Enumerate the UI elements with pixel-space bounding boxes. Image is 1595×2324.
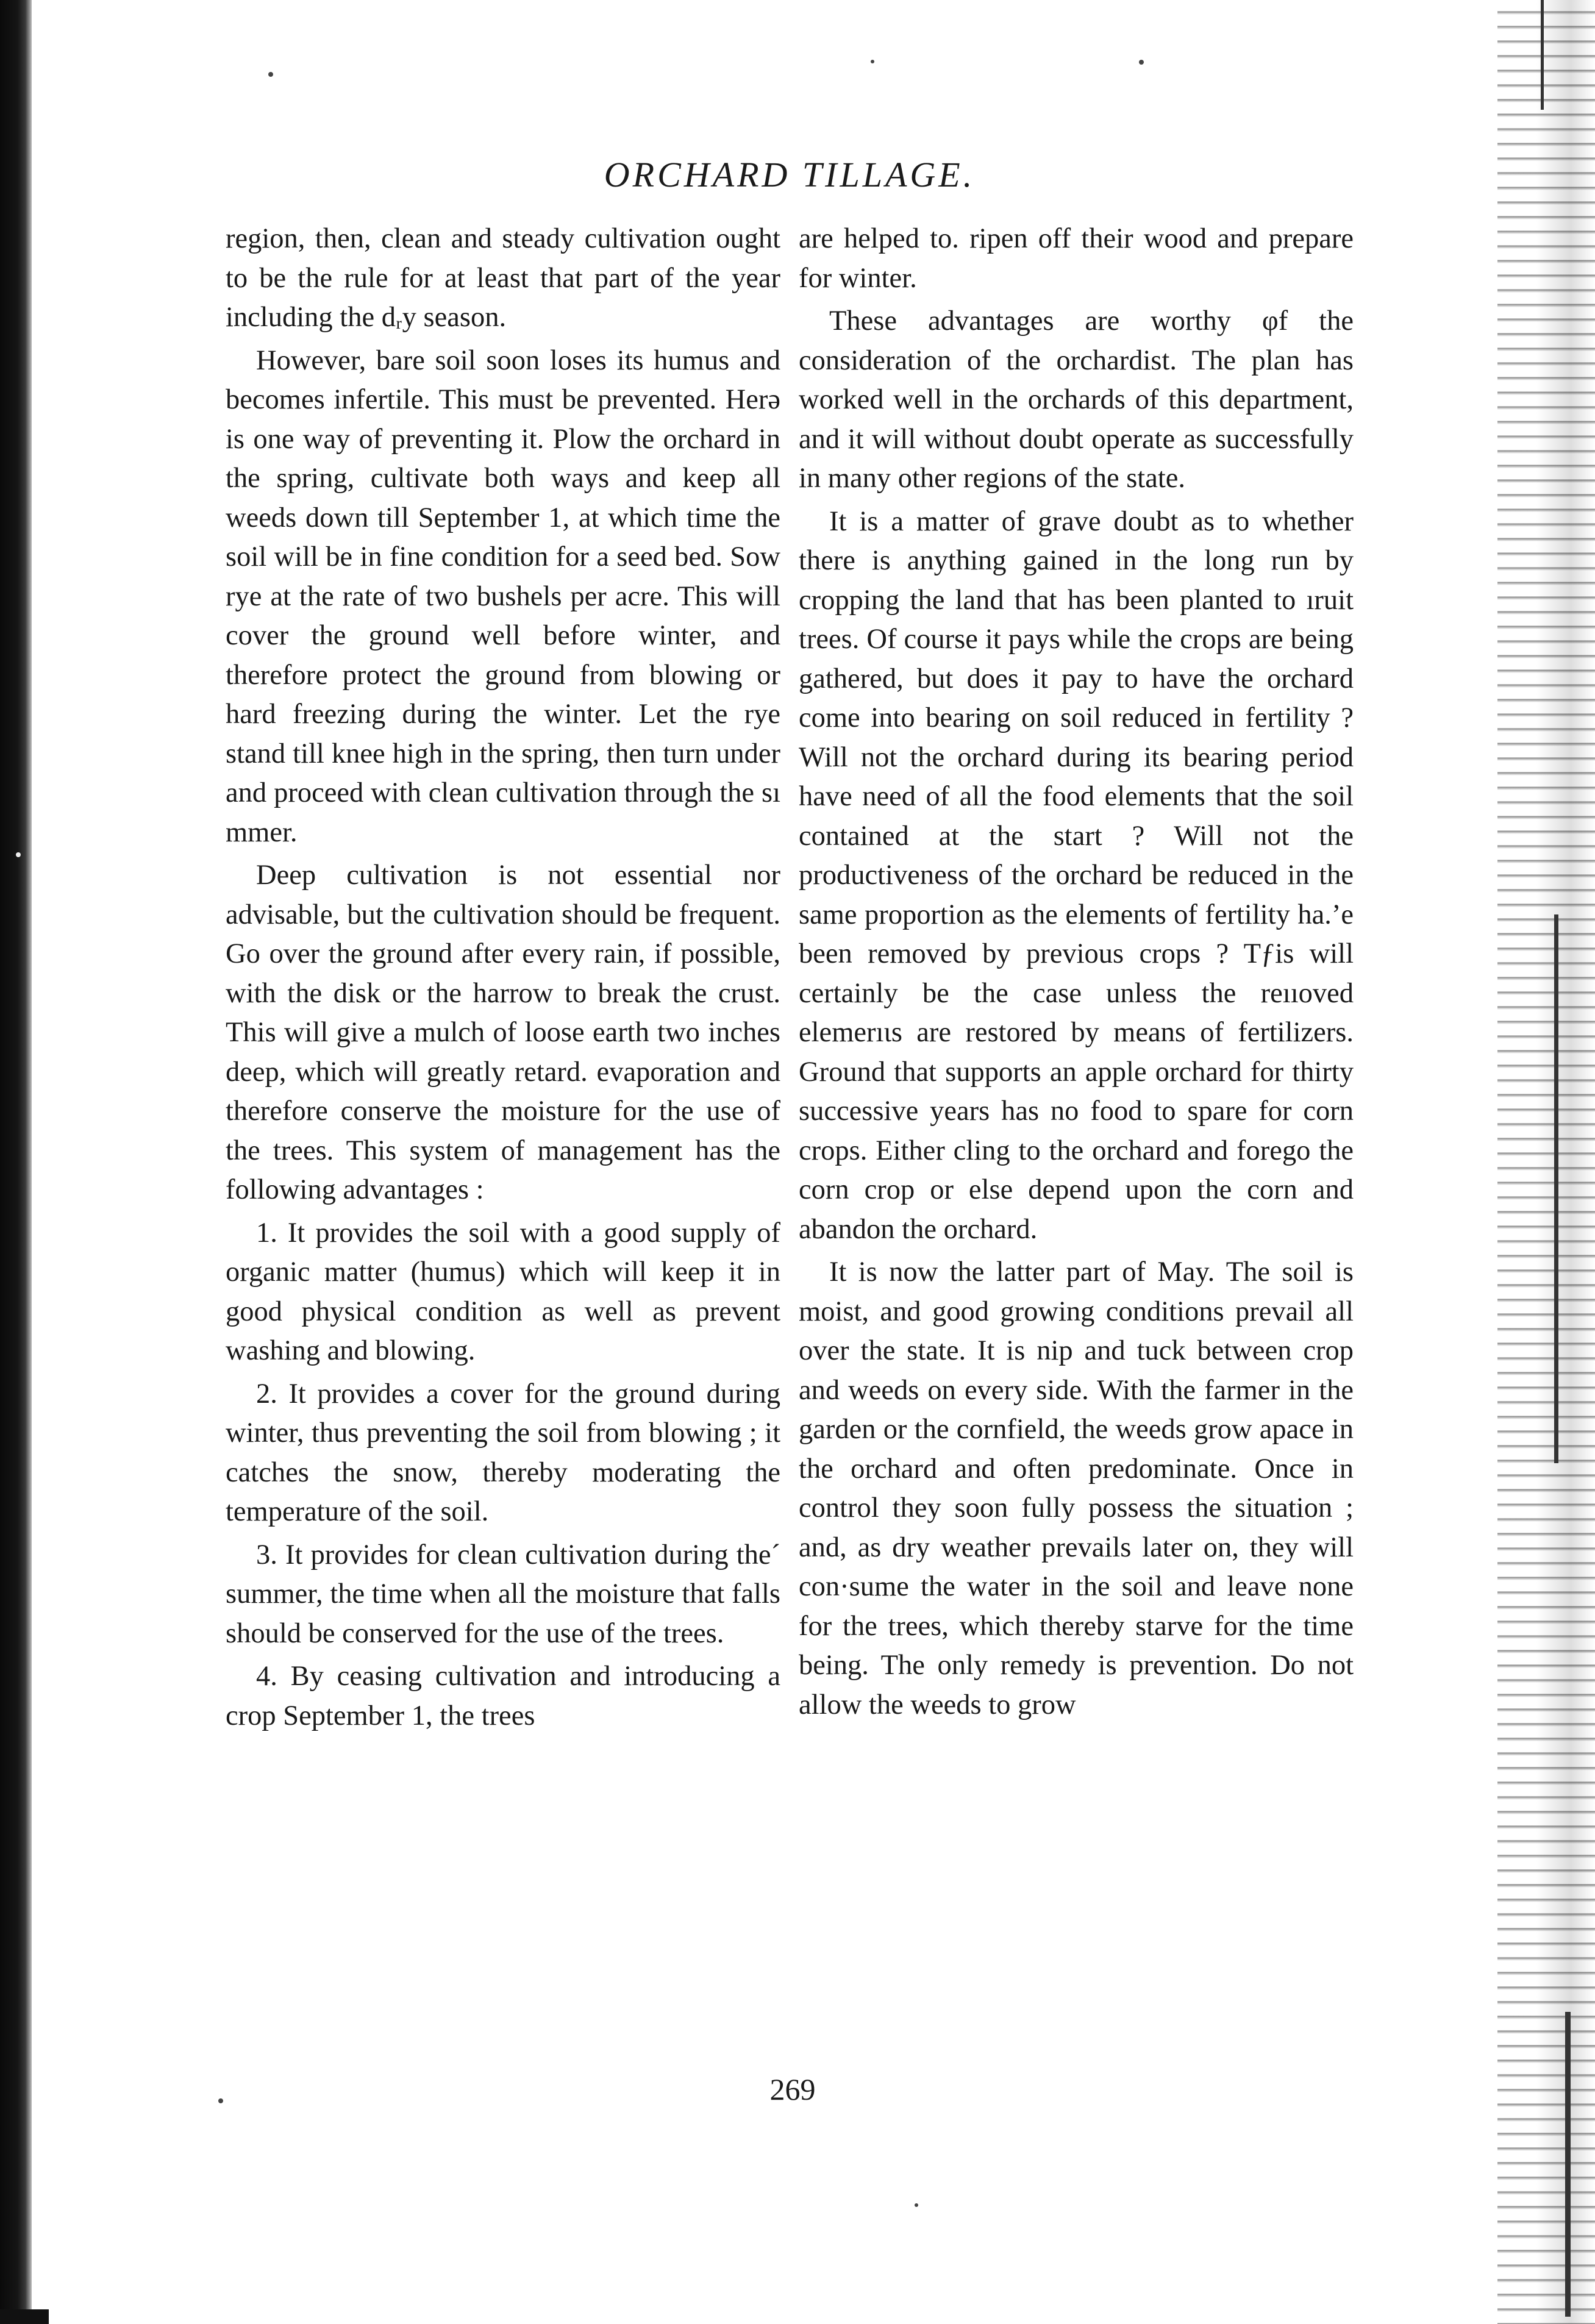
paragraph: It is a matter of grave doubt as to whether there is anything gained in the long run by cropping the land that has been planted to ıruit trees. Of course it pays while the crops are being gathered, but does it pay to have the orchard come into bearing on soil reduced in fertility ? Will not the orchard during its bearing period have need of all the food elements that the soil contained at the start ? Will not the productiveness of the orchard be reduced in the same proportion as the elements of fertility ha.’e been removed by previous crops ? Tƒis will certainly be the case unless the reııoved elemerıιs are restored by means of fertilizers. Ground that supports an apple orchard for thirty successive years has no food to spare for corn crops. Either cling to the orchard and forego the corn crop or else depend upon the corn and abandon the orchard. bbox=[799, 505, 1354, 1245]
scan-speck bbox=[218, 2098, 223, 2103]
left-binding-foot bbox=[0, 2309, 49, 2324]
scan-speck bbox=[16, 852, 21, 857]
left-binding-edge bbox=[0, 0, 32, 2324]
right-edge-mark bbox=[1565, 2012, 1571, 2317]
paragraph: However, bare soil soon loses its humus and becomes infertile. This must be prevented. Herə is one way of preventing it. Plow the orchard in the spring, cultivate both ways and keep all weeds down till September 1, at which time the soil will be in fine condition for a seed bed. Sow rye at the rate of two bushels per acre. This will cover the ground well before winter, and therefore protect the ground from blowing or hard freezing during the winter. Let the rye stand till knee high in the spring, then turn under and proceed with clean cultivation through the sı mmer. bbox=[226, 344, 780, 848]
list-item: 4. By ceasing cultivation and introducing a crop September 1, the trees bbox=[226, 1661, 780, 1731]
right-scan-edge bbox=[1497, 0, 1595, 2324]
scan-speck bbox=[871, 60, 874, 63]
scan-speck bbox=[915, 2203, 918, 2207]
paragraph: These advantages are worthy φf the consideration of the orchardist. The plan has worked well in the orchards of this department, and it will without doubt operate as successfully in many other regions of the state. bbox=[799, 305, 1354, 494]
scan-speck bbox=[1139, 60, 1144, 65]
running-head: ORCHARD TILLAGE. bbox=[604, 155, 976, 194]
paragraph: are helped to. ripen off their wood and prepare for winter. bbox=[799, 223, 1354, 294]
list-item: 3. It provides for clean cultivation during the´ summer, the time when all the moisture that falls should be conserved for the use of the trees. bbox=[226, 1539, 780, 1649]
paragraph: Deep cultivation is not essential nor advisable, but the cultivation should be frequent. Go over the ground after every rain, if possible, with the disk or the harrow to break the crust. This will give a mulch of loose earth two inches deep, which will greatly retard. evaporation and therefore conserve the moisture for the use of the trees. This system of management has the following advantages : bbox=[226, 860, 780, 1205]
right-column bbox=[799, 219, 1354, 1728]
list-item: 1. It provides the soil with a good supply of organic matter (humus) which will keep it in good physical condition as well as prevent washing and blowing. bbox=[226, 1217, 780, 1366]
page-number: 269 bbox=[769, 2072, 816, 2106]
left-column bbox=[226, 219, 780, 1739]
paragraph: region, then, clean and steady cultivation ought to be the rule for at least that part of the year including the dᵣy season. bbox=[226, 223, 780, 333]
scan-speck bbox=[268, 72, 273, 77]
list-item: 2. It provides a cover for the ground during winter, thus preventing the soil from blowing ; it catches the snow, thereby moderating the temperature of the soil. bbox=[226, 1378, 780, 1527]
right-edge-mark bbox=[1541, 0, 1544, 110]
paragraph: It is now the latter part of May. The soil is moist, and good growing conditions prevail all over the state. It is nip and tuck between crop and weeds on every side. With the farmer in the garden or the cornfield, the weeds grow apace in the orchard and often predominate. Once in control they soon fully possess the situation ; and, as dry weather prevails later on, they will con·sume the water in the soil and leave none for the trees, which thereby starve for the time being. The only remedy is prevention. Do not allow the weeds to grow bbox=[799, 1256, 1354, 1720]
right-edge-mark bbox=[1554, 914, 1558, 1463]
